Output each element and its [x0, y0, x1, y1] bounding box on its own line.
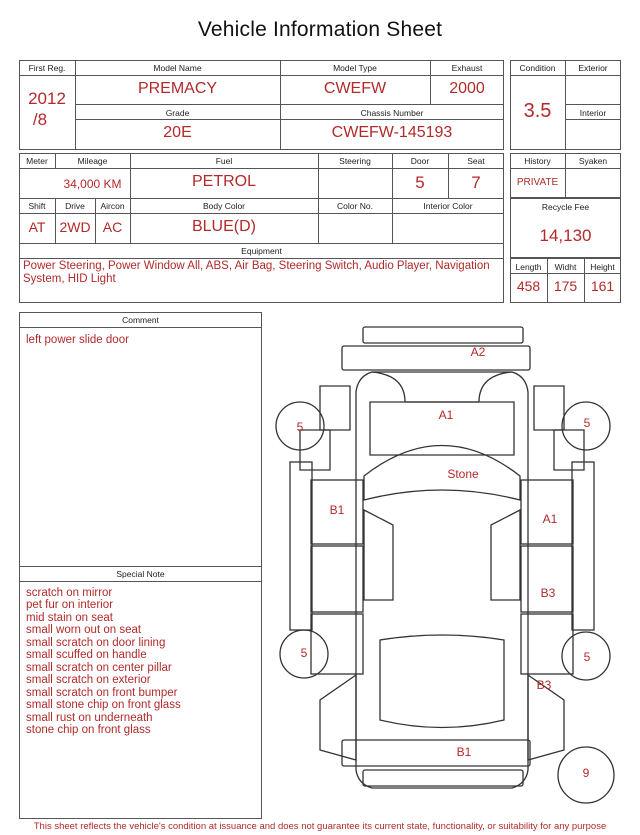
mark-windshield: Stone	[447, 467, 479, 481]
exhaust-label: Exhaust	[451, 63, 483, 73]
windshield	[364, 446, 520, 501]
shift-label: Shift	[28, 201, 46, 211]
body-color-label: Body Color	[202, 201, 246, 211]
height-value: 161	[590, 278, 615, 294]
condition-label: Condition	[519, 63, 556, 73]
comment-text: left power slide door	[26, 334, 129, 346]
grade-value: 20E	[163, 124, 192, 141]
special-note-item: small rust on underneath	[26, 711, 153, 724]
right-front-door	[521, 546, 573, 612]
length-value: 458	[516, 278, 541, 294]
mark-tire-rear-left: 5	[296, 420, 304, 434]
door-label: Door	[410, 156, 430, 166]
right-mirror	[534, 386, 564, 430]
door-value: 5	[415, 173, 425, 192]
rear-bumper	[342, 346, 530, 370]
recycle-label: Recycle Fee	[541, 202, 590, 212]
seat-value: 7	[471, 173, 481, 192]
drive-label: Drive	[65, 201, 85, 211]
width-value: 175	[553, 278, 578, 294]
equipment-label: Equipment	[241, 246, 282, 256]
shift-value: AT	[28, 219, 46, 235]
first-reg-year: 2012	[28, 89, 66, 108]
rear-right-arc	[479, 372, 512, 402]
fuel-label: Fuel	[215, 156, 233, 166]
special-note-list	[26, 587, 181, 736]
mark-right-front-door: B3	[540, 586, 556, 600]
grade-label: Grade	[165, 108, 190, 118]
exhaust-value: 2000	[449, 80, 485, 97]
special-note-item: small scuffed on handle	[26, 649, 147, 662]
model-type-value: CWEFW	[323, 80, 387, 97]
front-bumper-bottom	[363, 770, 523, 786]
left-rocker	[290, 462, 312, 630]
special-note-item: small scratch on center pillar	[26, 661, 172, 674]
left-front-door	[311, 546, 363, 612]
special-note-item: small scratch on door lining	[26, 636, 166, 649]
special-note-item: small scratch on front bumper	[26, 686, 178, 699]
special-note-item: small scratch on exterior	[26, 674, 151, 687]
chassis-value: CWEFW-145193	[331, 124, 453, 141]
fuel-value: PETROL	[191, 173, 256, 190]
condition-value: 3.5	[523, 100, 552, 122]
mark-rear-bumper: A2	[470, 345, 486, 359]
height-label: Height	[590, 262, 615, 272]
mark-roof: A1	[438, 408, 454, 422]
special-note-item: small worn out on seat	[26, 624, 142, 637]
mark-left-rear-door: B1	[329, 503, 345, 517]
chassis-label: Chassis Number	[360, 108, 424, 118]
model-type-label: Model Type	[333, 63, 377, 73]
width-label: Widht	[554, 262, 577, 272]
model-name-label: Model Name	[153, 63, 202, 73]
comment-label: Comment	[122, 315, 159, 325]
mark-tire-rear-right: 5	[583, 416, 591, 430]
mark-front-bumper: B1	[456, 745, 472, 759]
mark-right-front-fender: B3	[536, 678, 552, 692]
exterior-label: Exterior	[578, 63, 608, 73]
first-reg-label: First Reg.	[28, 63, 66, 73]
special-note-item: mid stain on seat	[26, 611, 113, 624]
mark-right-rear-door: A1	[542, 512, 558, 526]
history-label: History	[524, 156, 551, 166]
first-reg-month: /8	[32, 110, 48, 129]
color-no-label: Color No.	[337, 201, 373, 211]
rear-left-arc	[372, 372, 405, 402]
interior-label: Interior	[579, 108, 607, 118]
front-bumper	[342, 740, 530, 766]
mileage-value: 34,000 KM	[63, 177, 122, 191]
equipment-value: Power Steering, Power Window All, ABS, Air Bag, Steering Switch, Audio Player, Navigation System, HID Light	[23, 260, 490, 285]
body-outline	[356, 372, 528, 788]
hood	[380, 635, 504, 728]
special-note-item: pet fur on interior	[26, 599, 113, 612]
special-note-item: scratch on mirror	[26, 587, 113, 599]
mileage-label: Mileage	[77, 156, 108, 166]
footer-disclaimer: This sheet reflects the vehicle's condition at issuance and does not guarantee its current state, functionality, or suitability for any purpose	[33, 821, 607, 832]
special-note-label: Special Note	[116, 569, 165, 579]
length-label: Length	[515, 262, 542, 272]
mark-tire-front-left: 5	[300, 646, 308, 660]
aircon-label: Aircon	[100, 201, 125, 211]
mark-spare-tire: 9	[582, 766, 590, 780]
drive-value: 2WD	[59, 219, 91, 235]
steering-label: Steering	[339, 156, 371, 166]
rear-bumper-top	[363, 327, 523, 343]
recycle-value: 14,130	[539, 226, 592, 245]
syaken-label: Syaken	[578, 156, 608, 166]
car-diagram	[268, 318, 634, 818]
right-rocker	[572, 462, 594, 630]
body-color-value: BLUE(D)	[191, 218, 256, 235]
model-name-value: PREMACY	[137, 80, 218, 97]
left-front-fender	[311, 614, 363, 674]
special-note-item: small stone chip on front glass	[26, 699, 181, 712]
page-title: Vehicle Information Sheet	[197, 18, 443, 41]
seat-label: Seat	[467, 156, 485, 166]
meter-label: Meter	[26, 156, 48, 166]
aircon-value: AC	[102, 219, 123, 235]
interior-color-label: Interior Color	[423, 201, 473, 211]
mark-tire-front-right: 5	[583, 650, 591, 664]
special-note-item: stone chip on front glass	[26, 723, 151, 736]
history-value: PRIVATE	[516, 177, 559, 188]
